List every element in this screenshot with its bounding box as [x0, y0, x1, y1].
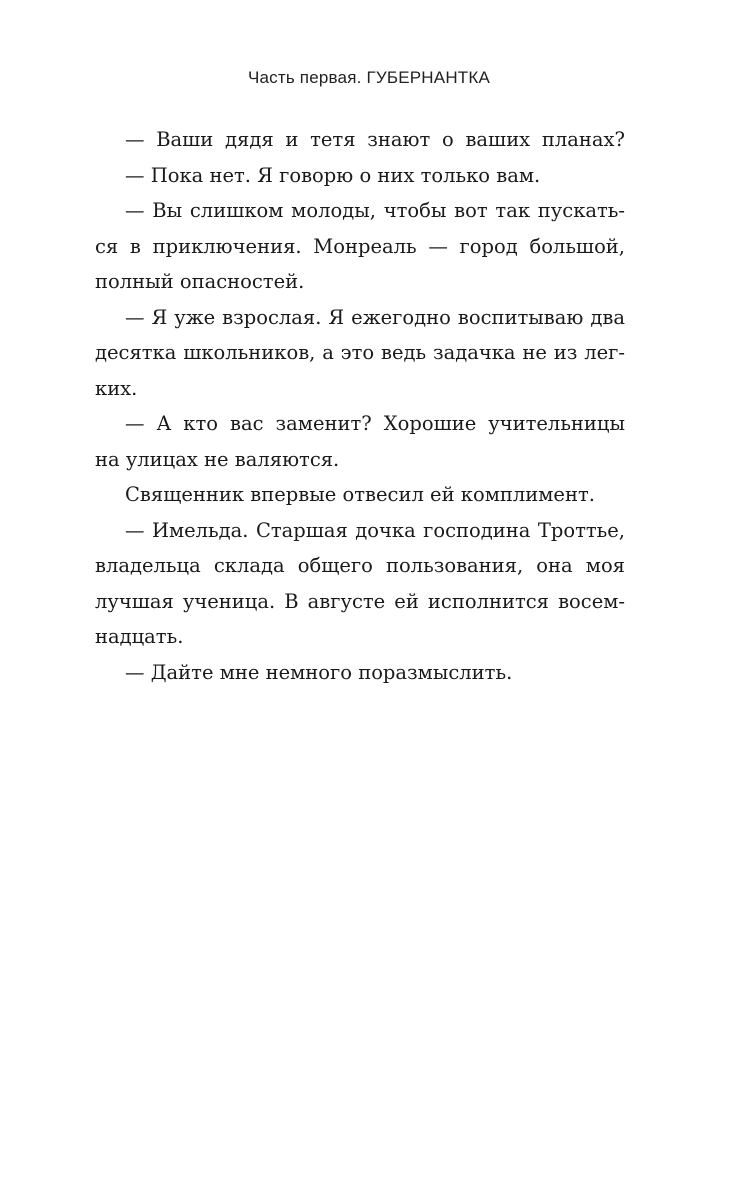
text-line: на улицах не валяются. — [95, 447, 340, 471]
text-line: — Имельда. Старшая дочка господина Троттье, — [125, 518, 625, 542]
running-head: Часть первая. ГУБЕРНАНТКА — [247, 68, 491, 87]
text-line: полный опасностей. — [95, 270, 305, 293]
text-line: — Дайте мне немного поразмыслить. — [125, 660, 513, 684]
text-line: владельца склада общего пользования, она моя — [95, 554, 625, 577]
text-line: — Вы слишком молоды, чтобы вот так пускать- — [125, 199, 625, 222]
text-line: ся в приключения. Монреаль — город большой, — [95, 234, 625, 258]
body-text — [95, 122, 625, 690]
text-line: десятка школьников, а это ведь задачка не из лег- — [95, 341, 625, 364]
text-line: надцать. — [95, 625, 184, 648]
text-line: Священник впервые отвесил ей комплимент. — [125, 483, 595, 506]
text-line: — Пока нет. Я говорю о них только вам. — [125, 163, 541, 187]
text-line: — Я уже взрослая. Я ежегодно воспитываю два — [125, 305, 625, 329]
text-line: ких. — [95, 376, 138, 400]
text-line: — А кто вас заменит? Хорошие учительницы — [125, 412, 625, 435]
text-line: лучшая ученица. В августе ей исполнится восем- — [95, 589, 625, 613]
text-line: — Ваши дядя и тетя знают о ваших планах? — [125, 128, 625, 151]
